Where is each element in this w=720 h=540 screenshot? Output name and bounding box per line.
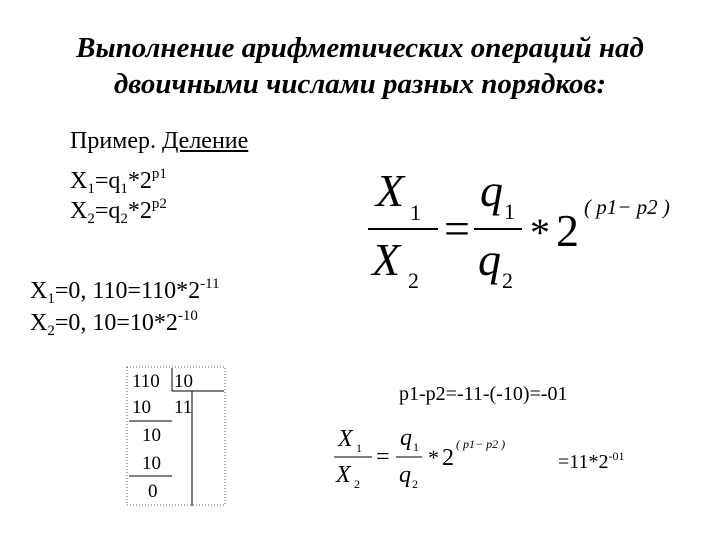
- svg-text:1: 1: [356, 441, 362, 455]
- definition-x1: $X_1=q_1*2^{p1}$: [70, 166, 167, 197]
- svg-text:X: X: [372, 234, 401, 285]
- svg-text:q: q: [400, 425, 412, 451]
- value-x1: $X_1=0$, $110=110*2^{-11}$: [30, 276, 220, 307]
- svg-text:2: 2: [408, 268, 419, 293]
- division-step-2: 10: [142, 453, 161, 474]
- value-x2: $X_2=0$, $10=10*2^{-10}$: [30, 308, 198, 339]
- remainder: 0: [148, 481, 158, 502]
- svg-text:X: X: [336, 462, 351, 488]
- title-line-1: Выполнение арифметических операций над: [76, 32, 644, 64]
- subtrahend: 10: [132, 397, 151, 418]
- divisor: 10: [174, 371, 193, 392]
- svg-text:2: 2: [556, 205, 579, 256]
- svg-text:( p1− p2 ): ( p1− p2 ): [584, 195, 670, 219]
- svg-text:q: q: [399, 462, 411, 488]
- dividend: 110: [132, 371, 160, 392]
- division-step-1: 10: [142, 425, 161, 446]
- svg-text:*: *: [530, 210, 550, 255]
- long-division: [126, 366, 226, 506]
- exponent-difference: p1-p2=-11-(-10)=-01: [399, 383, 568, 405]
- svg-text:2: 2: [354, 477, 360, 491]
- slide-title: [20, 30, 700, 102]
- svg-text:1: 1: [504, 199, 515, 224]
- svg-text:X: X: [338, 426, 353, 452]
- example-heading: [70, 127, 248, 155]
- svg-text:1: 1: [410, 200, 421, 225]
- result-expression: $=11*2^{-01}$: [558, 449, 625, 473]
- svg-text:q: q: [480, 165, 503, 216]
- svg-text:=: =: [444, 203, 470, 254]
- title-line-2: двоичными числами разных порядков:: [113, 68, 607, 100]
- example-topic: Деление: [162, 128, 249, 154]
- division-formula-large: [360, 160, 700, 295]
- svg-text:*: *: [428, 445, 439, 470]
- svg-text:1: 1: [413, 440, 419, 454]
- division-formula-small: [330, 420, 550, 495]
- svg-text:q: q: [478, 234, 501, 285]
- svg-text:X: X: [376, 165, 405, 216]
- svg-text:( p1− p2 ): ( p1− p2 ): [456, 437, 506, 451]
- definition-x2: $X_2=q_2*2^{p2}$: [70, 196, 167, 227]
- example-prefix: Пример.: [70, 128, 163, 154]
- svg-text:2: 2: [412, 477, 418, 491]
- svg-text:2: 2: [502, 268, 513, 293]
- svg-text:=: =: [376, 444, 390, 470]
- quotient: 11: [174, 397, 193, 418]
- svg-text:2: 2: [442, 445, 454, 471]
